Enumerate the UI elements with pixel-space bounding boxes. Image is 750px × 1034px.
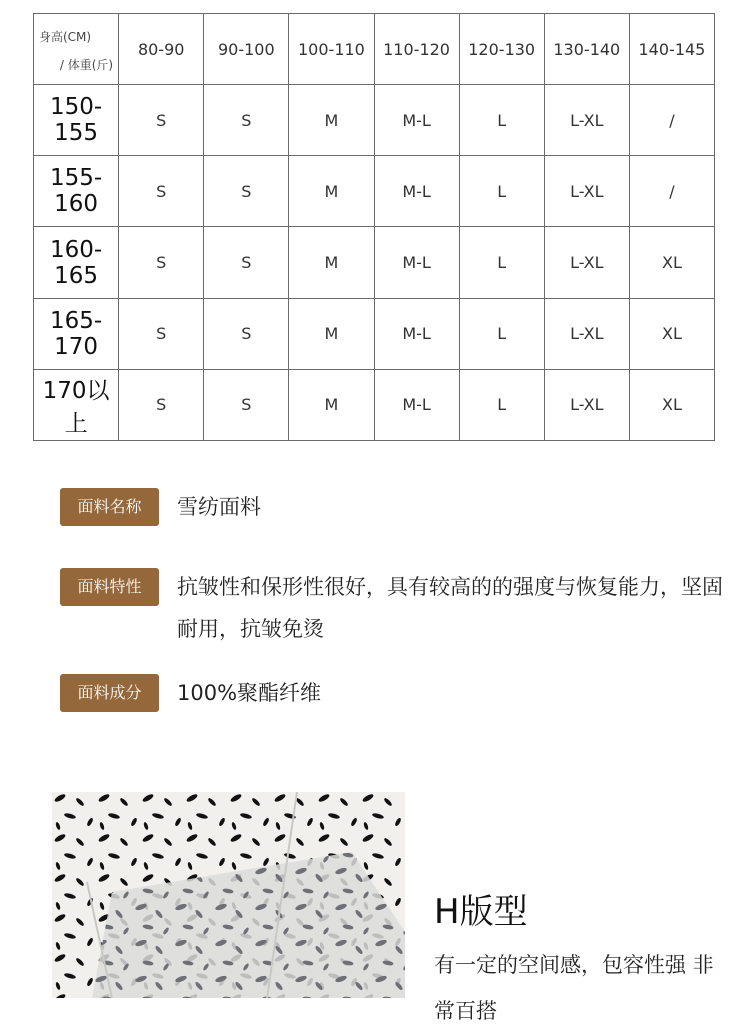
fabric-composition-row [60,674,737,714]
fit-title: H版型 [434,892,528,932]
table-row [34,156,715,227]
size-cell: / [629,156,714,227]
size-cell: S [119,227,204,298]
size-cell: M-L [374,369,459,440]
size-cell: L-XL [544,85,629,156]
fabric-feature-value: 抗皱性和保形性很好，具有较高的的强度与恢复能力，坚固耐用，抗皱免烫 [177,575,723,641]
size-cell: M-L [374,156,459,227]
leaf-print-pattern [52,792,405,998]
fabric-print-photo [52,792,405,998]
fabric-composition-value: 100%聚酯纤维 [177,681,322,705]
size-cell: L [459,227,544,298]
size-cell: M-L [374,298,459,369]
size-chart-header-row [34,14,715,85]
fabric-feature-badge: 面料特性 [60,568,159,606]
size-cell: L [459,156,544,227]
size-cell: L-XL [544,227,629,298]
table-row [34,298,715,369]
weight-column-header: 100-110 [289,14,374,85]
weight-column-header: 90-100 [204,14,289,85]
size-chart-corner-cell [34,14,119,85]
size-cell: L-XL [544,298,629,369]
size-cell: L-XL [544,369,629,440]
size-cell: XL [629,227,714,298]
height-unit-label: 身高(CM) [39,30,92,44]
size-cell: XL [629,369,714,440]
fit-description: 有一定的空间感，包容性强 非常百搭 [434,953,714,1023]
size-cell: S [204,298,289,369]
height-range-cell: 150-155 [34,85,119,156]
size-cell: S [119,298,204,369]
size-cell: S [204,369,289,440]
size-cell: M [289,227,374,298]
size-cell: L [459,369,544,440]
table-row [34,85,715,156]
size-cell: M [289,156,374,227]
fabric-name-badge: 面料名称 [60,488,159,526]
height-range-cell: 170以上 [34,369,119,440]
fabric-composition-badge: 面料成分 [60,674,159,712]
size-cell: M [289,85,374,156]
size-cell: S [204,85,289,156]
height-range-cell: 160-165 [34,227,119,298]
weight-column-header: 110-120 [374,14,459,85]
size-cell: XL [629,298,714,369]
table-row [34,227,715,298]
size-cell: S [119,156,204,227]
table-row [34,369,715,440]
size-cell: M-L [374,85,459,156]
fabric-feature-row [60,568,737,650]
weight-column-header: 80-90 [119,14,204,85]
weight-column-header: 140-145 [629,14,714,85]
size-chart-table [33,13,715,441]
size-cell: M [289,369,374,440]
fabric-name-value: 雪纺面料 [177,495,261,519]
fabric-name-row [60,488,737,528]
size-cell: S [119,369,204,440]
size-cell: L [459,85,544,156]
size-cell: M [289,298,374,369]
size-cell: S [204,227,289,298]
size-cell: M-L [374,227,459,298]
size-cell: S [119,85,204,156]
size-cell: L [459,298,544,369]
height-range-cell: 155-160 [34,156,119,227]
weight-column-header: 130-140 [544,14,629,85]
size-cell: / [629,85,714,156]
weight-unit-label: / 体重(斤) [59,58,114,73]
size-cell: L-XL [544,156,629,227]
height-range-cell: 165-170 [34,298,119,369]
size-cell: S [204,156,289,227]
weight-column-header: 120-130 [459,14,544,85]
